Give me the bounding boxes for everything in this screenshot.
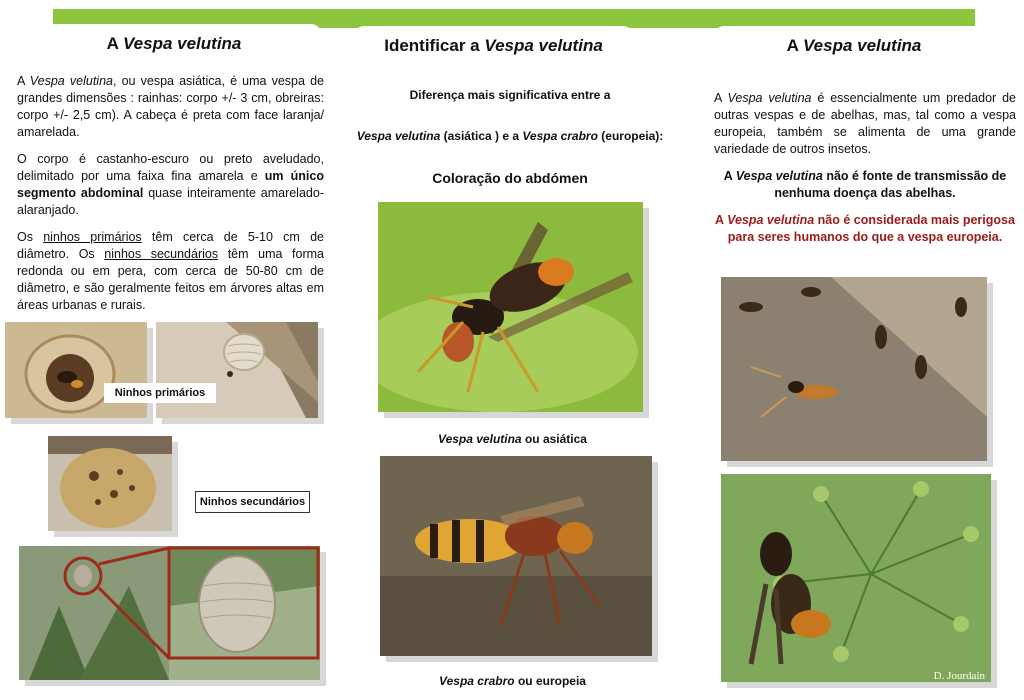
hornets-hive-photo — [721, 277, 987, 461]
left-title-tab — [27, 24, 321, 58]
left-paragraph-1: A Vespa velutina, ou vespa asiática, é uma vespa de grandes dimensões : rainhas: corpo +/- 3 cm, obreiras: corpo +/- 2,5 cm). A cabeça é preta com face laranja/ amarelada. — [17, 74, 324, 139]
primary-nest-photo-2 — [156, 322, 318, 418]
caption-vespa-crabro: Vespa crabro ou europeia — [439, 674, 586, 688]
photo-credit: D. Jourdain — [933, 670, 985, 682]
caption-primary-nests: Ninhos primários — [104, 383, 216, 403]
right-title-tab — [714, 26, 994, 60]
middle-intro-line-2: Vespa velutina (asiática ) e a Vespa crabro (europeia): — [356, 129, 664, 143]
tree-nest-photo — [19, 546, 320, 680]
hornet-on-flower-photo — [721, 474, 991, 682]
middle-intro-line-1: Diferença mais significativa entre a — [409, 88, 611, 102]
left-paragraph-3: Os ninhos primários têm cerca de 5-10 cm de diâmetro. Os ninhos secundários têm uma forma redonda ou em pera, com cerca de 50-80 cm de diâmetro, e são geralmente feitos em árvores altas em áreas urbanas e rurais. — [17, 230, 324, 312]
right-paragraph-2: A Vespa velutina não é fonte de transmissão de nenhuma doença das abelhas. — [723, 169, 1007, 200]
left-panel-title: A Vespa velutina — [106, 34, 242, 53]
caption-secondary-nests: Ninhos secundários — [195, 491, 310, 513]
right-paragraph-1: A Vespa velutina é essencialmente um predador de outras vespas e de abelhas, mas, tal como a vespa europeia, também se alimenta de uma grande variedade de outros insetos. — [714, 91, 1016, 156]
left-paragraph-2: O corpo é castanho-escuro ou preto aveludado, delimitado por uma faixa fina amarela e um único segmento abdominal quase inteiramente amarelado-alaranjado. — [17, 152, 324, 217]
middle-panel-title: Identificar a Vespa velutina — [384, 36, 603, 55]
vespa-velutina-photo — [378, 202, 643, 412]
right-panel-title: A Vespa velutina — [786, 36, 922, 55]
middle-title-tab — [354, 26, 633, 60]
secondary-nest-photo — [48, 436, 172, 531]
middle-subtitle: Coloração do abdómen — [432, 170, 588, 186]
caption-vespa-velutina: Vespa velutina ou asiática — [438, 432, 587, 446]
left-text — [17, 73, 324, 324]
right-text — [714, 90, 1016, 256]
right-paragraph-3-warning: A Vespa velutina não é considerada mais perigosa para seres humanos do que a vespa europeia. — [715, 213, 1015, 244]
vespa-crabro-photo — [380, 456, 652, 656]
primary-nest-photo-1 — [5, 322, 147, 418]
